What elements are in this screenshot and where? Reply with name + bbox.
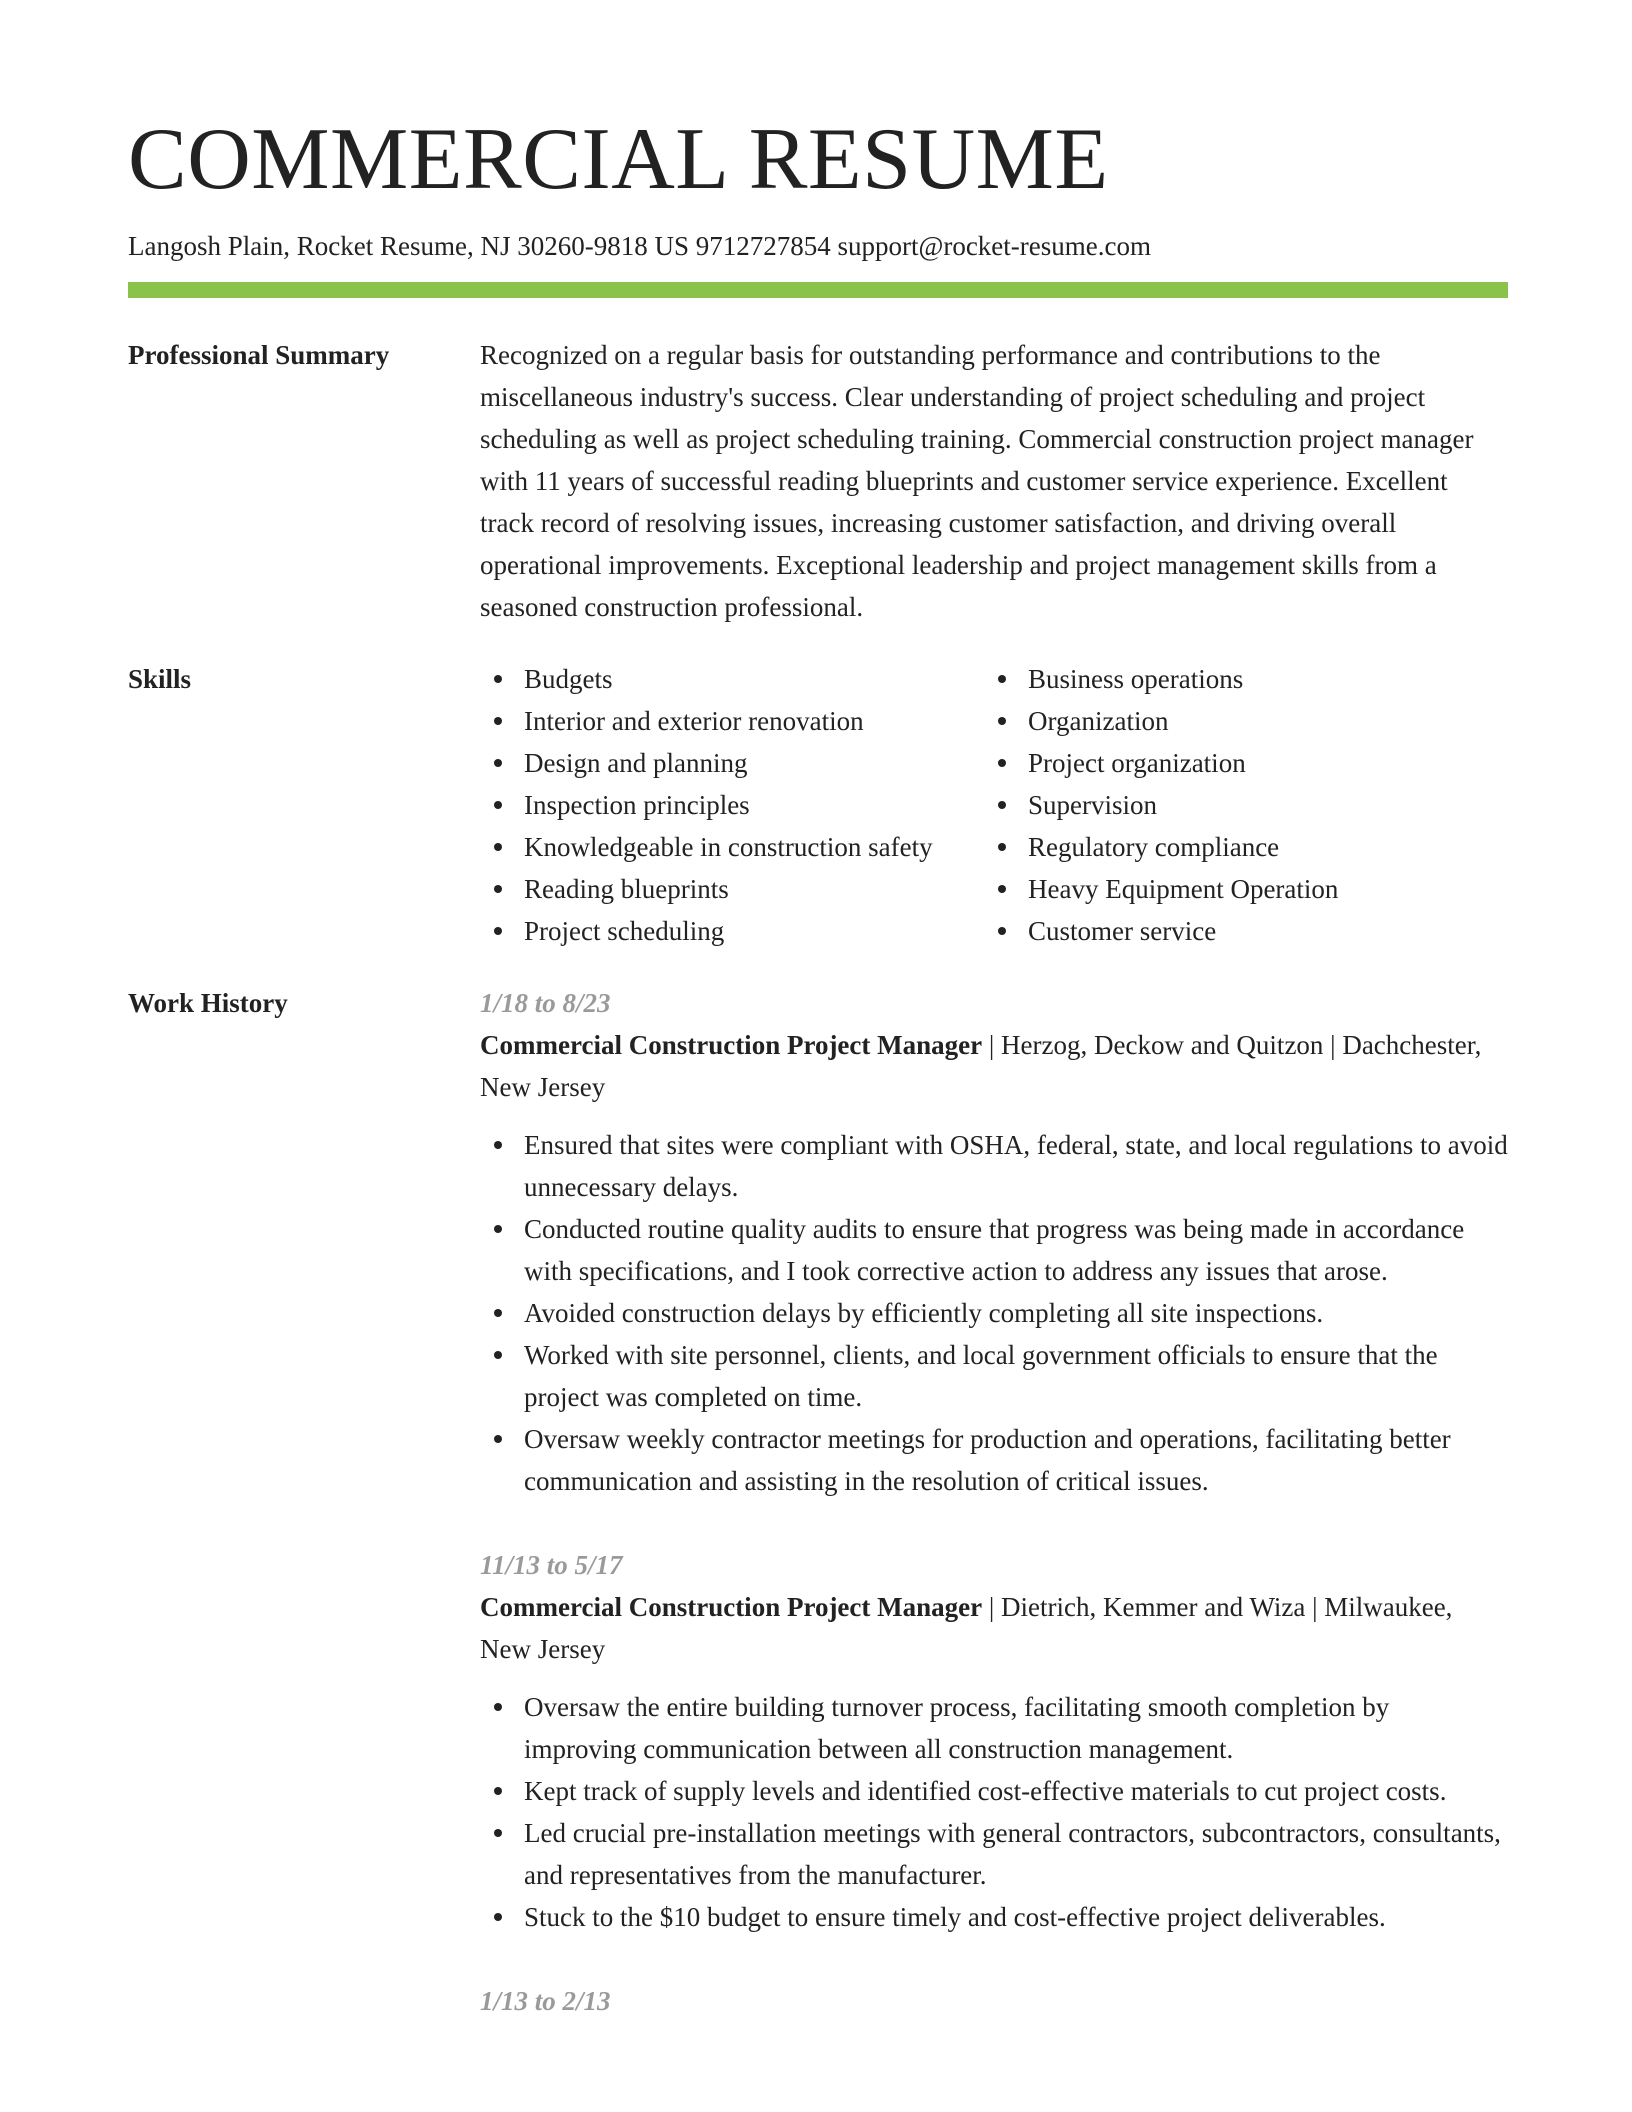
job-entry — [480, 1544, 1508, 1938]
skill-item: Supervision — [984, 784, 1338, 826]
skill-item: Knowledgeable in construction safety — [480, 826, 984, 868]
work-history-section — [128, 982, 1508, 2064]
work-history-body — [480, 982, 1508, 2064]
job-title: Commercial Construction Project Manager — [480, 1592, 983, 1623]
section-title-work-history: Work History — [128, 988, 288, 1019]
skill-item: Design and planning — [480, 742, 984, 784]
job-title: Commercial Construction Project Manager — [480, 1030, 983, 1061]
resume-title: COMMERCIAL RESUME — [128, 111, 1109, 208]
job-bullet: Oversaw the entire building turnover process, facilitating smooth completion by improving communication between all construction management. — [480, 1686, 1508, 1770]
skill-item: Heavy Equipment Operation — [984, 868, 1338, 910]
skill-item: Inspection principles — [480, 784, 984, 826]
job-entry — [480, 982, 1508, 1502]
skills-list-right — [984, 658, 1338, 952]
job-bullet: Led crucial pre-installation meetings with general contractors, subcontractors, consultants, and representatives from the manufacturer. — [480, 1812, 1508, 1896]
accent-divider — [128, 282, 1508, 298]
skill-item: Project organization — [984, 742, 1338, 784]
skill-item: Interior and exterior renovation — [480, 700, 984, 742]
skills-columns — [480, 658, 1508, 952]
job-bullet: Avoided construction delays by efficiently completing all site inspections. — [480, 1292, 1508, 1334]
skills-body — [480, 658, 1508, 952]
job-details: | Dietrich, Kemmer and Wiza | Milwaukee, New Jersey — [480, 1592, 1453, 1665]
skill-item: Budgets — [480, 658, 984, 700]
job-bullets — [480, 1686, 1508, 1938]
summary-body — [480, 334, 1508, 628]
job-details: | Herzog, Deckow and Quitzon | Dachchester, New Jersey — [480, 1030, 1482, 1103]
skill-item: Organization — [984, 700, 1338, 742]
section-title-skills: Skills — [128, 664, 192, 695]
skill-item: Reading blueprints — [480, 868, 984, 910]
job-header — [480, 1586, 1508, 1670]
skills-section — [128, 658, 1508, 952]
job-header — [480, 1024, 1508, 1108]
skill-item: Business operations — [984, 658, 1338, 700]
summary-section — [128, 334, 1508, 628]
summary-text: Recognized on a regular basis for outstanding performance and contributions to the miscellaneous industry's success. Clear understanding of project scheduling and project scheduling as well as project scheduling training. Commercial construction project manager with 11 years of successful reading blueprints and customer service experience. Excellent track record of resolving issues, increasing customer satisfaction, and driving overall operational improvements. Exceptional leadership and project management skills from a seasoned construction professional. — [480, 340, 1474, 623]
skill-item: Customer service — [984, 910, 1338, 952]
skill-item: Regulatory compliance — [984, 826, 1338, 868]
job-bullet: Kept track of supply levels and identified cost-effective materials to cut project costs. — [480, 1770, 1508, 1812]
job-dates: 1/18 to 8/23 — [480, 988, 611, 1019]
section-title-summary: Professional Summary — [128, 340, 390, 371]
job-entry — [480, 1980, 1508, 2022]
job-bullet: Worked with site personnel, clients, and local government officials to ensure that the project was completed on time. — [480, 1334, 1508, 1418]
job-bullet: Conducted routine quality audits to ensure that progress was being made in accordance with specifications, and I took corrective action to address any issues that arose. — [480, 1208, 1508, 1292]
skills-list-left — [480, 658, 984, 952]
skill-item: Project scheduling — [480, 910, 984, 952]
job-dates: 1/13 to 2/13 — [480, 1986, 611, 2017]
job-bullet: Oversaw weekly contractor meetings for production and operations, facilitating better communication and assisting in the resolution of critical issues. — [480, 1418, 1508, 1502]
job-bullet: Ensured that sites were compliant with OSHA, federal, state, and local regulations to avoid unnecessary delays. — [480, 1124, 1508, 1208]
job-bullet: Stuck to the $10 budget to ensure timely and cost-effective project deliverables. — [480, 1896, 1508, 1938]
job-bullets — [480, 1124, 1508, 1502]
job-dates: 11/13 to 5/17 — [480, 1550, 623, 1581]
contact-line: Langosh Plain, Rocket Resume, NJ 30260-9818 US 9712727854 support@rocket-resume.com — [128, 231, 1151, 261]
